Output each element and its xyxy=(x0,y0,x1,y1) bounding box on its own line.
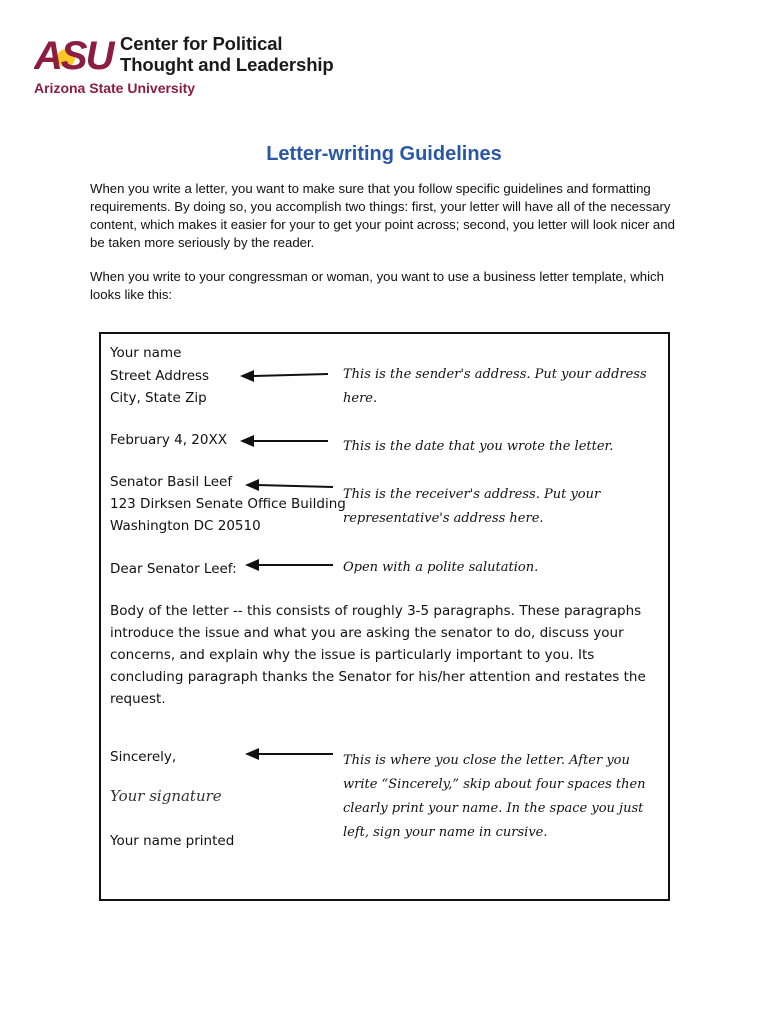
salutation: Dear Senator Leef: xyxy=(110,561,237,577)
note-closing-line3: clearly print your name. In the space you just xyxy=(343,801,644,816)
letter-date: February 4, 20XX xyxy=(110,432,227,448)
note-closing-line1: This is where you close the letter. After you xyxy=(343,753,630,768)
asu-logo-mark xyxy=(34,34,116,72)
note-salutation: Open with a polite salutation. xyxy=(343,560,539,575)
arrow-left-icon xyxy=(240,434,330,448)
arrow-left-icon xyxy=(245,558,335,572)
center-name-line2: Thought and Leadership xyxy=(120,54,334,75)
signature-placeholder: Your signature xyxy=(110,787,222,805)
sender-street: Street Address xyxy=(110,368,210,384)
receiver-city: Washington DC 20510 xyxy=(110,518,261,534)
asu-logo xyxy=(34,33,364,98)
note-date: This is the date that you wrote the letter. xyxy=(343,439,614,454)
receiver-name: Senator Basil Leef xyxy=(110,474,233,490)
university-name: Arizona State University xyxy=(34,80,196,96)
intro-paragraph: When you write a letter, you want to make sure that you follow specific guidelines and formatting requirements. By doing so, you accomplish two things: first, your letter will have all of the necessary content, which makes it easier for your to get your point across; second, you letter will look nicer and be taken more seriously by the reader. xyxy=(90,181,675,250)
note-sender-line2: here. xyxy=(343,391,378,406)
note-closing-line2: write “Sincerely,” skip about four spaces then xyxy=(343,777,646,792)
arrow-left-icon xyxy=(245,747,335,761)
name-printed: Your name printed xyxy=(110,833,235,849)
arrow-left-icon xyxy=(245,478,335,492)
letter-body: Body of the letter -- this consists of roughly 3-5 paragraphs. These paragraphs introduce the issue and what you are asking the senator to do, discuss your concerns, and explain why the issue is particularly important to you. Its concluding paragraph thanks the Senator for his/her attention and restates the request. xyxy=(110,603,646,707)
receiver-street: 123 Dirksen Senate Office Building xyxy=(110,496,346,512)
note-closing-line4: left, sign your name in cursive. xyxy=(343,825,548,840)
logo-text: ASU xyxy=(34,34,113,72)
page-title: Letter-writing Guidelines xyxy=(266,143,502,165)
center-name-line1: Center for Political xyxy=(120,33,283,54)
arrow-left-icon xyxy=(240,369,330,383)
closing: Sincerely, xyxy=(110,749,177,765)
sender-city: City, State Zip xyxy=(110,390,207,406)
note-receiver-line1: This is the receiver's address. Put your xyxy=(343,487,601,502)
note-sender-line1: This is the sender's address. Put your address xyxy=(343,367,647,382)
note-receiver-line2: representative's address here. xyxy=(343,511,544,526)
template-intro-paragraph: When you write to your congressman or woman, you want to use a business letter template, which looks like this: xyxy=(90,269,664,302)
sender-name: Your name xyxy=(110,345,182,361)
